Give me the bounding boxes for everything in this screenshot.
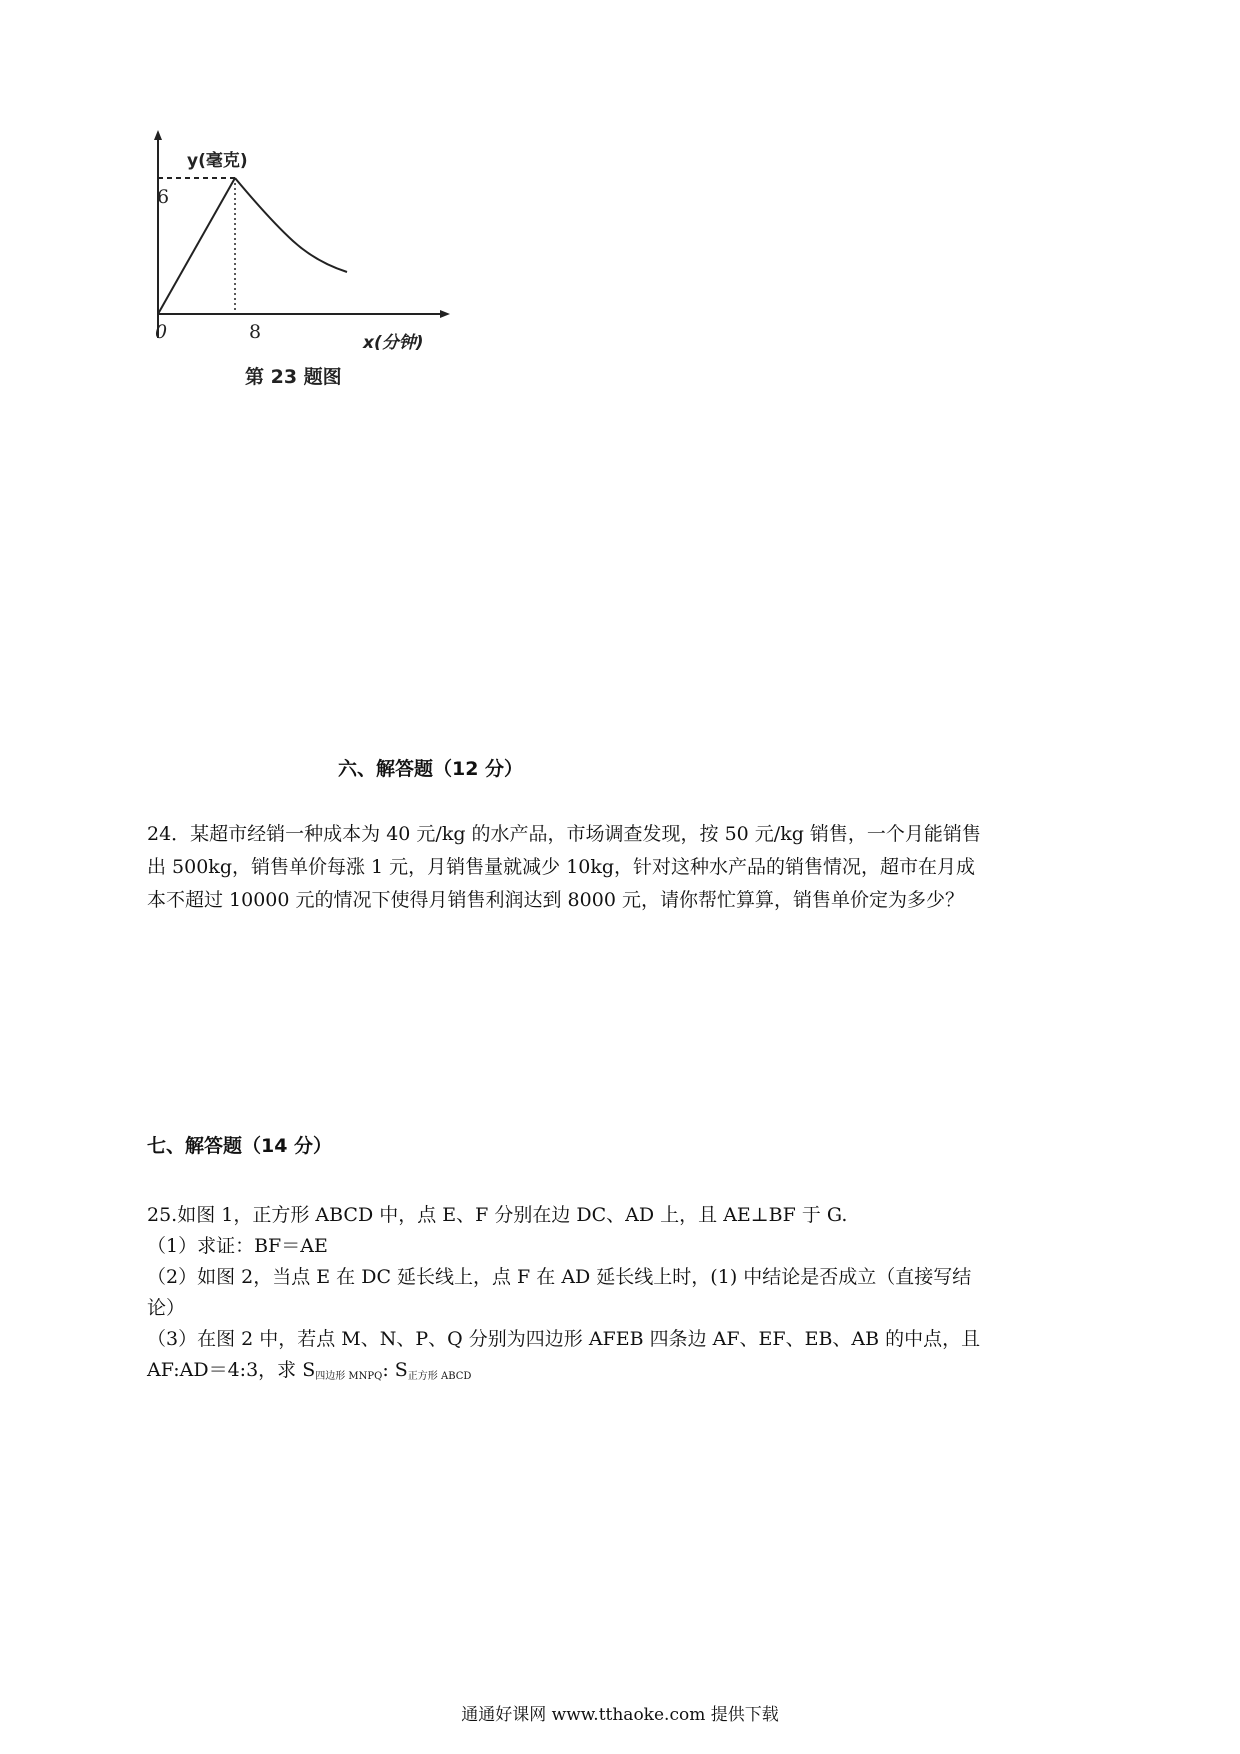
y-tick-label: 6 bbox=[157, 186, 170, 208]
question-25-part-2: （2）如图 2，当点 E 在 DC 延长线上，点 F 在 AD 延长线上时，(1) 中结论是否成立（直接写结 bbox=[147, 1266, 972, 1288]
rising-line bbox=[158, 178, 235, 314]
ratio-mid: : S bbox=[382, 1359, 408, 1381]
origin-label: 0 bbox=[155, 321, 168, 343]
decay-curve bbox=[235, 178, 354, 280]
question-24-line-3: 本不超过 10000 元的情况下使得月销售利润达到 8000 元，请你帮忙算算，销售单价定为多少？ bbox=[147, 889, 964, 911]
question-25-part-3-ratio bbox=[147, 1355, 1067, 1392]
y-axis-arrow-icon bbox=[154, 130, 162, 140]
question-25 bbox=[147, 1200, 1067, 1392]
decay-curve-path bbox=[235, 178, 347, 272]
page-footer: 通通好课网 www.tthaoke.com 提供下载 bbox=[461, 1705, 779, 1725]
x-axis-label: x(分钟) bbox=[363, 333, 424, 353]
figure-caption: 第 23 题图 bbox=[245, 366, 342, 388]
x-axis-arrow-icon bbox=[440, 310, 450, 318]
section-6-heading: 六、解答题（12 分） bbox=[338, 758, 524, 780]
question-24-line-2: 出 500kg，销售单价每涨 1 元，月销售量就减少 10kg，针对这种水产品的销售情况，超市在月成 bbox=[147, 856, 976, 878]
question-25-line-1: 25.如图 1，正方形 ABCD 中，点 E、F 分别在边 DC、AD 上，且 AE⊥BF 于 G. bbox=[147, 1204, 848, 1226]
y-axis-label: y(毫克) bbox=[187, 151, 248, 171]
question-25-part-1: （1）求证：BF＝AE bbox=[147, 1235, 328, 1257]
question-25-part-2-cont: 论） bbox=[147, 1297, 186, 1319]
question-24-line-1: 24．某超市经销一种成本为 40 元/kg 的水产品，市场调查发现，按 50 元/kg 销售，一个月能销售 bbox=[147, 823, 981, 845]
ratio-subscript-1: 四边形 MNPQ bbox=[315, 1371, 383, 1382]
question-23-figure bbox=[145, 128, 465, 398]
x-tick-label: 8 bbox=[249, 321, 262, 343]
question-25-part-3: （3）在图 2 中，若点 M、N、P、Q 分别为四边形 AFEB 四条边 AF、EF、EB、AB 的中点，且 bbox=[147, 1328, 981, 1350]
ratio-subscript-2: 正方形 ABCD bbox=[407, 1371, 472, 1382]
question-24 bbox=[147, 818, 1067, 917]
section-7-heading: 七、解答题（14 分） bbox=[147, 1135, 333, 1157]
ratio-prefix: AF:AD＝4:3，求 S bbox=[147, 1359, 316, 1381]
